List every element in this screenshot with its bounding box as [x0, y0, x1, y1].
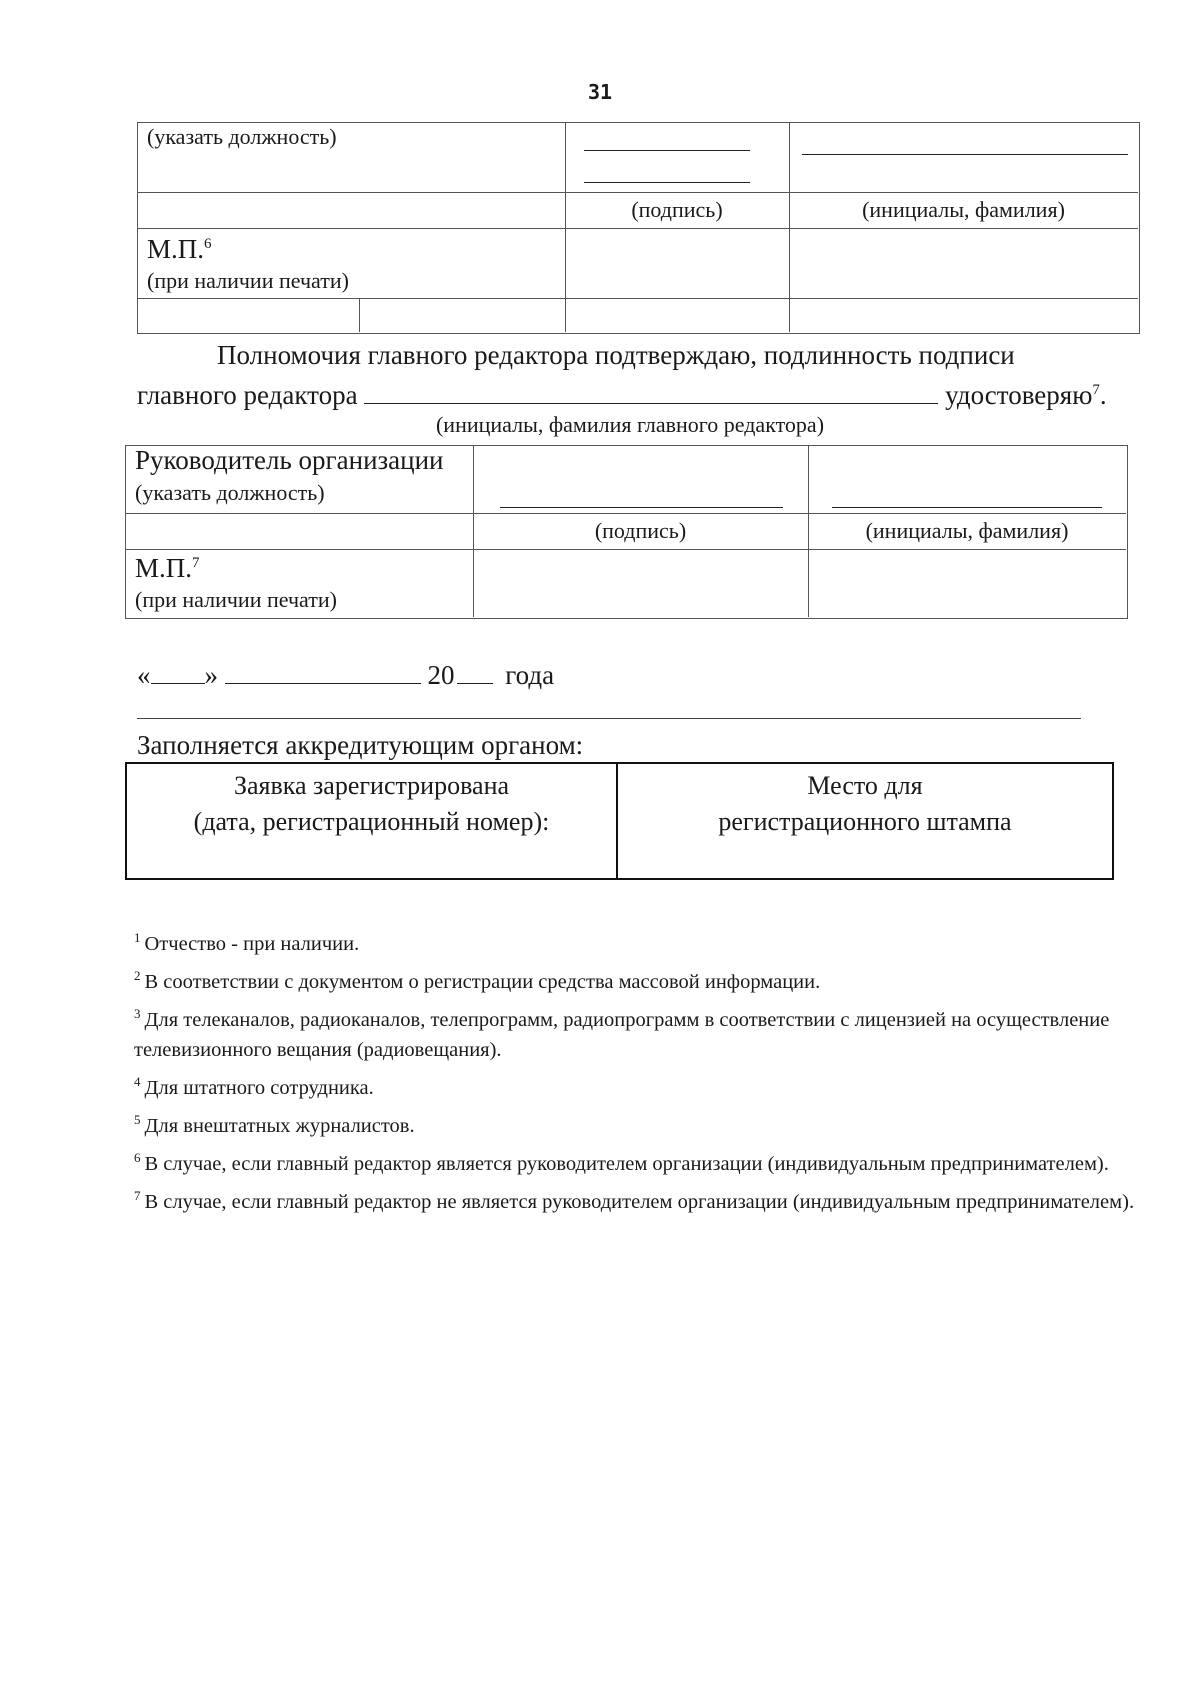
footnote-3: $^3$ Для телеканалов, радиоканалов, телепрограмм, радиопрограмм в соответствии с лицензией на осуществление телевизионного вещания (радиовещания).: [134, 1005, 1110, 1062]
stamp-place-subtitle: регистрационного штампа: [718, 807, 1012, 836]
footnote-2: $^2$ В соответствии с документом о регистрации средства массовой информации.: [134, 967, 821, 993]
signature-table-editor: [137, 122, 1140, 334]
name-field[interactable]: [832, 507, 1102, 508]
editor-name-field[interactable]: [364, 381, 938, 404]
name-caption: (инициалы, фамилия): [862, 197, 1065, 222]
head-label: Руководитель организации: [135, 445, 444, 475]
date-line: « » 20 года: [137, 660, 555, 690]
accreditation-heading: Заполняется аккредитующим органом:: [137, 730, 584, 760]
month-field[interactable]: [225, 661, 421, 684]
footnote-7: $^7$ В случае, если главный редактор не является руководителем организации (индивидуальным предпринимателем).: [134, 1187, 1135, 1213]
footnote-4: $^4$ Для штатного сотрудника.: [134, 1074, 374, 1100]
year-field[interactable]: [457, 661, 493, 684]
registration-title: Заявка зарегистрирована: [233, 771, 510, 800]
separator-line: [137, 718, 1081, 719]
footnotes: [134, 922, 1154, 1218]
stamp-place-title: Место для: [807, 771, 923, 800]
footnote-6: $^6$ В случае, если главный редактор является руководителем организации (индивидуальным предпринимателем).: [134, 1150, 1109, 1175]
stamp-cell[interactable]: [618, 768, 1112, 840]
signature-field[interactable]: [584, 150, 750, 151]
stamp-label: М.П.$^7$: [135, 553, 200, 583]
page-number: 31: [587, 80, 613, 104]
registration-box: [125, 762, 1114, 880]
signature-field-second-line[interactable]: [584, 182, 750, 183]
confirmation-line-2: главного редактора удостоверяю$^7$.: [137, 380, 1107, 410]
name-field[interactable]: [802, 154, 1128, 155]
position-label: (указать должность): [147, 124, 337, 149]
footnote-1: $^1$ Отчество - при наличии.: [134, 930, 360, 955]
footnote-5: $^5$ Для внештатных журналистов.: [134, 1112, 415, 1138]
position-label: (указать должность): [135, 480, 325, 505]
stamp-note: (при наличии печати): [135, 587, 337, 612]
signature-table-head: [125, 445, 1128, 619]
stamp-note: (при наличии печати): [147, 268, 349, 293]
day-field[interactable]: [151, 661, 205, 684]
stamp-label: М.П.$^6$: [147, 234, 212, 264]
name-caption: (инициалы, фамилия): [865, 518, 1069, 543]
signature-caption: (подпись): [631, 197, 723, 222]
signature-field[interactable]: [500, 507, 783, 508]
registration-cell[interactable]: [127, 768, 616, 840]
registration-subtitle: (дата, регистрационный номер):: [193, 807, 550, 836]
signature-caption: (подпись): [594, 518, 687, 543]
confirmation-line-1: Полномочия главного редактора подтверждаю, подлинность подписи: [217, 340, 1015, 370]
editor-name-caption: (инициалы, фамилия главного редактора): [435, 412, 825, 437]
